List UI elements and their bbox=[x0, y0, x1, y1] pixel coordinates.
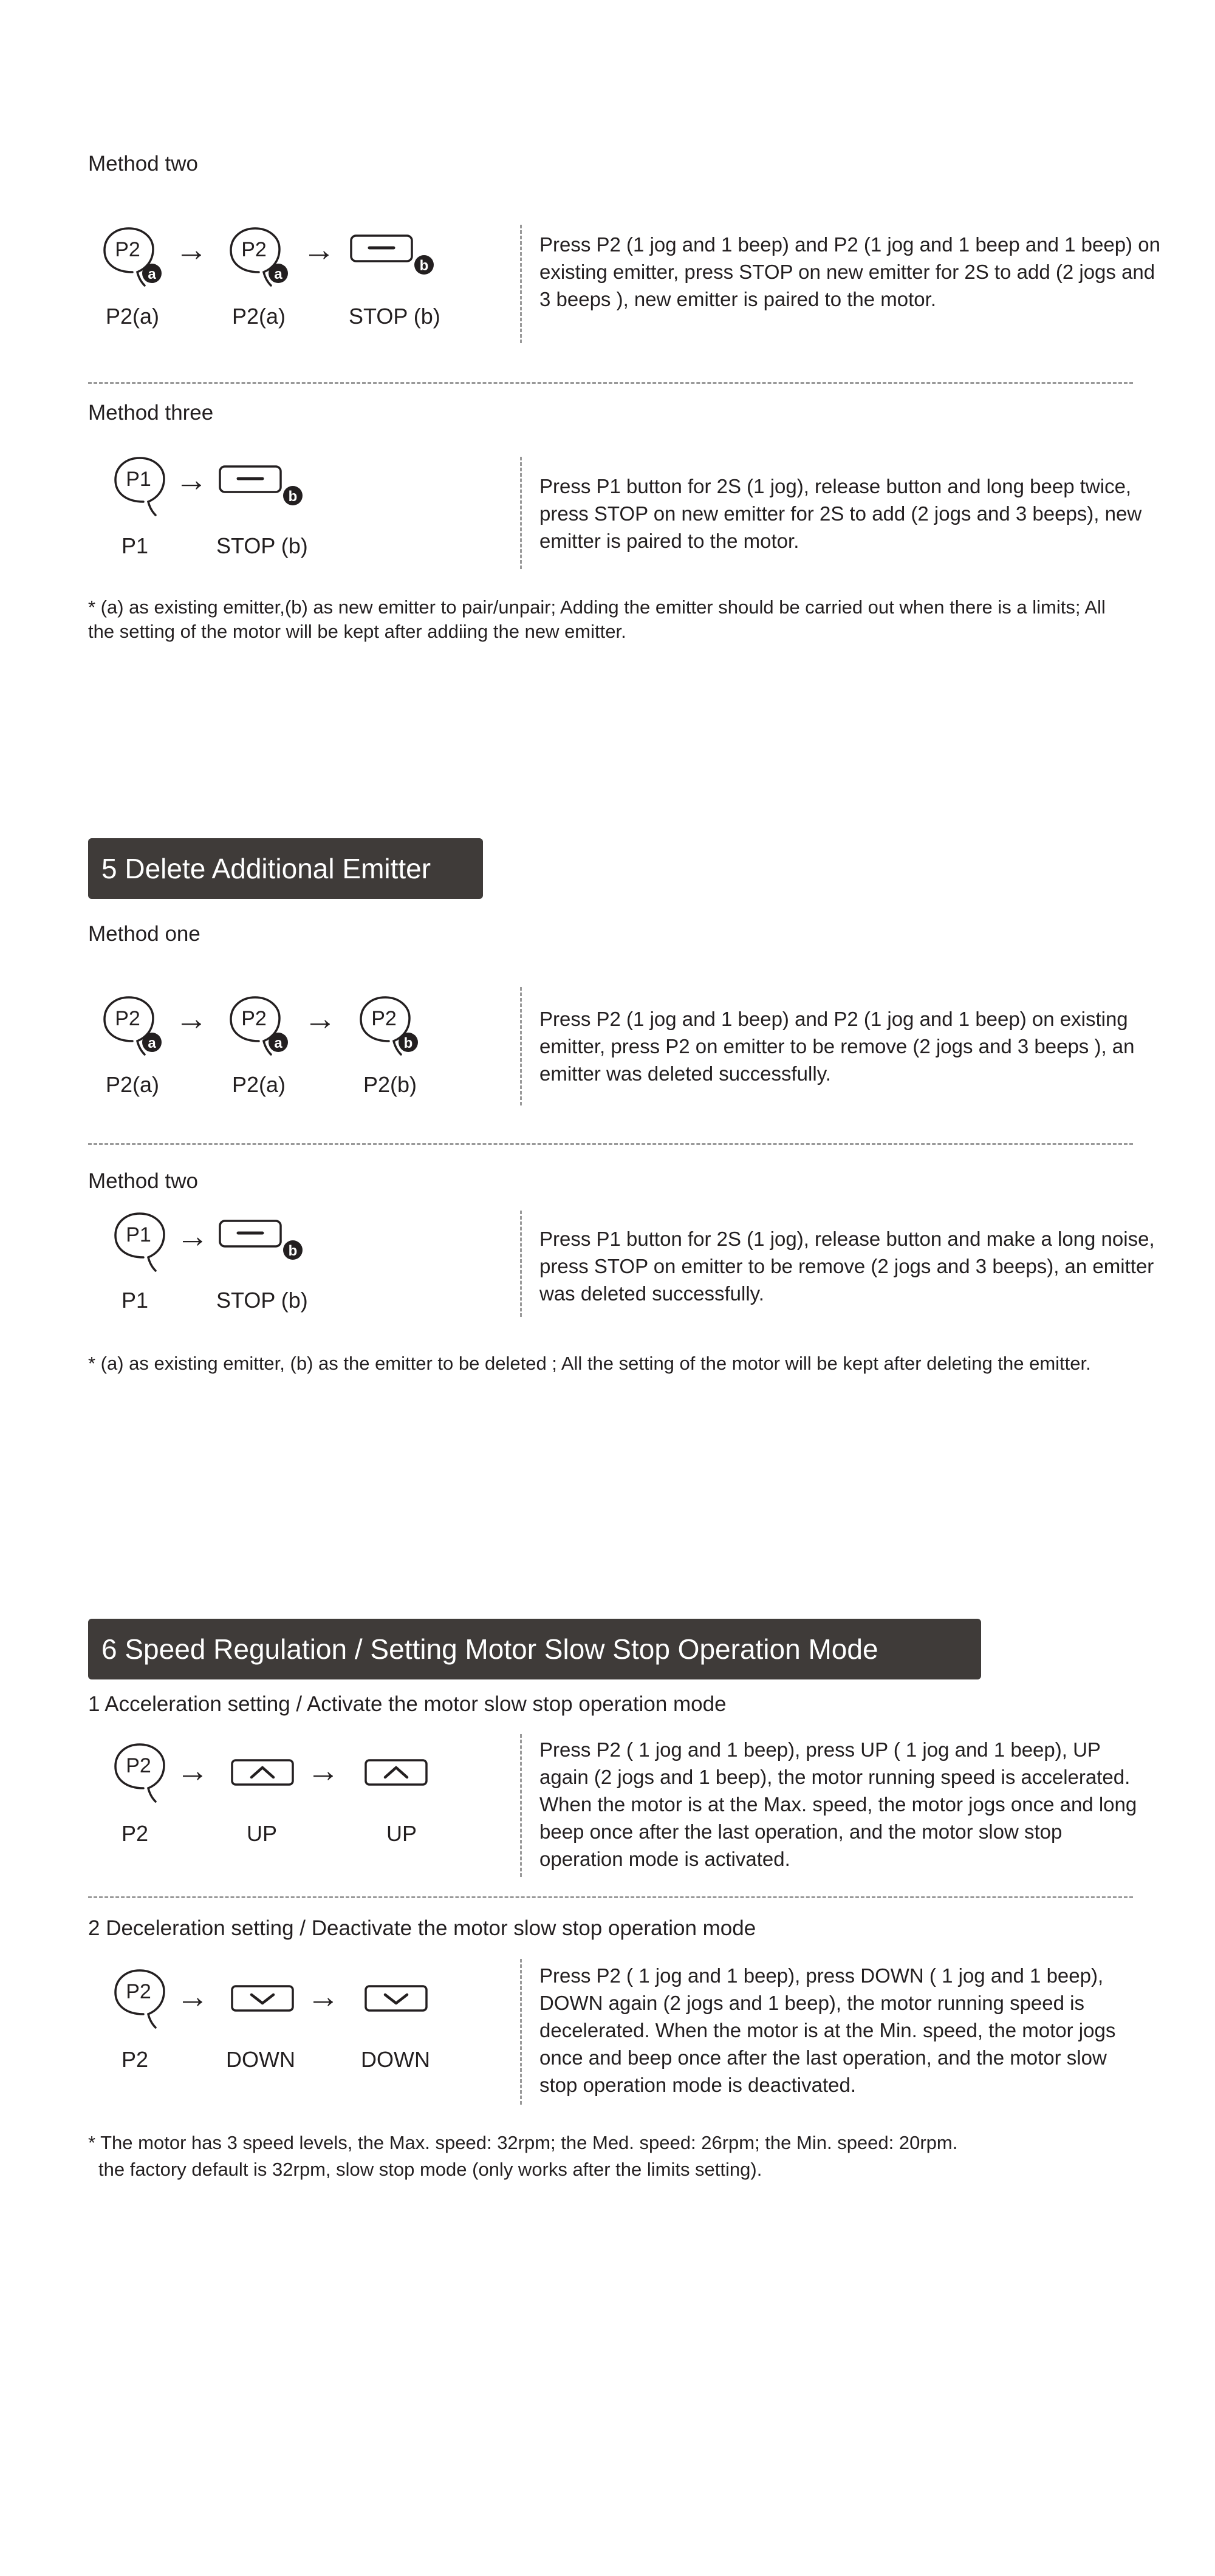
svg-text:a: a bbox=[148, 1035, 156, 1051]
footnote: * The motor has 3 speed levels, the Max. speed: 32rpm; the Med. speed: 26rpm; the Min. speed: 20rpm. bbox=[88, 2132, 958, 2153]
arrow-icon: → bbox=[176, 1218, 209, 1254]
horizontal-divider bbox=[88, 1896, 1133, 1898]
method-description: Press P2 ( 1 jog and 1 beep), press DOWN ( 1 jog and 1 beep), DOWN again (2 jogs and 1 beep), the motor running speed is decelerated. When the motor is at the Min. speed, the motor jogs once and beep once after the last operation, and the motor slow stop operation mode is deactivated. bbox=[539, 1964, 1116, 2096]
footnote: * (a) as existing emitter,(b) as new emitter to pair/unpair; Adding the emitter should be carried out when there is a limits; All the setting of the motor will be kept after addiing the new emitter. bbox=[88, 596, 1106, 642]
svg-text:P2: P2 bbox=[126, 1980, 151, 2003]
p2-button-icon bbox=[227, 995, 287, 1061]
method-two-title: Method two bbox=[88, 1169, 198, 1193]
p1-button-icon bbox=[112, 456, 171, 521]
svg-text:P2: P2 bbox=[371, 1007, 397, 1030]
down-button-icon bbox=[364, 1985, 429, 2014]
vertical-divider bbox=[520, 1959, 522, 2105]
svg-text:a: a bbox=[148, 266, 156, 282]
p2-button-icon bbox=[101, 995, 160, 1061]
p2-button-icon bbox=[101, 226, 160, 292]
arrow-icon: → bbox=[303, 231, 335, 268]
stop-button-icon bbox=[219, 465, 310, 508]
vertical-divider bbox=[520, 457, 522, 569]
arrow-icon: → bbox=[307, 1978, 340, 2015]
svg-text:b: b bbox=[288, 488, 298, 505]
p2-button-icon bbox=[112, 1968, 171, 2034]
icon-label: STOP (b) bbox=[349, 304, 440, 329]
svg-text:P2: P2 bbox=[241, 238, 267, 261]
svg-text:a: a bbox=[274, 266, 282, 282]
vertical-divider bbox=[520, 225, 522, 343]
arrow-icon: → bbox=[307, 1752, 340, 1789]
vertical-divider bbox=[520, 987, 522, 1105]
icon-label: P1 bbox=[122, 533, 149, 558]
p1-button-icon bbox=[112, 1211, 171, 1277]
svg-text:P2: P2 bbox=[241, 1007, 267, 1030]
arrow-icon: → bbox=[175, 231, 208, 268]
svg-text:P1: P1 bbox=[126, 1223, 151, 1246]
svg-text:P1: P1 bbox=[126, 468, 151, 491]
icon-label: P1 bbox=[122, 1288, 149, 1313]
arrow-icon: → bbox=[176, 1752, 209, 1789]
svg-text:P2: P2 bbox=[115, 1007, 140, 1030]
icon-label: DOWN bbox=[361, 2047, 430, 2072]
icon-label: P2(a) bbox=[232, 304, 286, 329]
horizontal-divider bbox=[88, 382, 1133, 384]
arrow-icon: → bbox=[176, 1978, 209, 2015]
up-button-icon bbox=[231, 1759, 295, 1788]
svg-text:P2: P2 bbox=[115, 238, 140, 261]
footnote: * (a) as existing emitter, (b) as the emitter to be deleted ; All the setting of the motor will be kept after deleting the emitter. bbox=[88, 1353, 1091, 1374]
down-button-icon bbox=[231, 1985, 295, 2014]
section-header: 5 Delete Additional Emitter bbox=[88, 838, 483, 899]
method-description: Press P1 button for 2S (1 jog), release button and long beep twice, press STOP on new emitter for 2S to add (2 jogs and 3 beeps), new emitter is paired to the motor. bbox=[539, 475, 1142, 552]
icon-label: P2(a) bbox=[232, 1072, 286, 1097]
svg-text:b: b bbox=[419, 258, 429, 274]
icon-label: P2(b) bbox=[363, 1072, 417, 1097]
icon-label: UP bbox=[386, 1821, 417, 1846]
method-three-title: Method three bbox=[88, 401, 214, 425]
section-header: 6 Speed Regulation / Setting Motor Slow Stop Operation Mode bbox=[88, 1619, 981, 1679]
up-button-icon bbox=[364, 1759, 429, 1788]
subsection-title: 1 Acceleration setting / Activate the motor slow stop operation mode bbox=[88, 1692, 727, 1716]
icon-label: UP bbox=[247, 1821, 278, 1846]
icon-label: P2 bbox=[122, 1821, 149, 1846]
footnote: the factory default is 32rpm, slow stop mode (only works after the limits setting). bbox=[98, 2159, 762, 2180]
icon-label: DOWN bbox=[226, 2047, 295, 2072]
icon-label: P2(a) bbox=[106, 1072, 160, 1097]
p2-button-icon bbox=[357, 995, 417, 1061]
method-description: Press P2 (1 jog and 1 beep) and P2 (1 jog and 1 beep and 1 beep) on existing emitter, press STOP on new emitter for 2S to add (2 jogs and 3 beeps ), new emitter is paired to the motor. bbox=[539, 233, 1160, 310]
vertical-divider bbox=[520, 1211, 522, 1317]
svg-text:P2: P2 bbox=[126, 1754, 151, 1777]
vertical-divider bbox=[520, 1734, 522, 1877]
stop-button-icon bbox=[219, 1220, 310, 1262]
svg-text:b: b bbox=[288, 1243, 298, 1259]
method-description: Press P1 button for 2S (1 jog), release button and make a long noise, press STOP on emitter to be remove (2 jogs and 3 beeps), an emitter was deleted successfully. bbox=[539, 1228, 1155, 1305]
icon-label: STOP (b) bbox=[216, 1288, 308, 1313]
arrow-icon: → bbox=[175, 462, 208, 498]
icon-label: P2 bbox=[122, 2047, 149, 2072]
p2-button-icon bbox=[227, 226, 287, 292]
method-description: Press P2 ( 1 jog and 1 beep), press UP ( 1 jog and 1 beep), UP again (2 jogs and 1 beep), the motor running speed is accelerated. When the motor is at the Max. speed, the motor jogs once and long beep once after the last operation, and the motor slow stop operation mode is activated. bbox=[539, 1738, 1137, 1870]
icon-label: STOP (b) bbox=[216, 533, 308, 558]
stop-button-icon bbox=[350, 234, 441, 277]
svg-text:b: b bbox=[403, 1035, 413, 1051]
p2-button-icon bbox=[112, 1742, 171, 1808]
method-one-title: Method one bbox=[88, 922, 200, 946]
method-two-title: Method two bbox=[88, 152, 198, 176]
subsection-title: 2 Deceleration setting / Deactivate the motor slow stop operation mode bbox=[88, 1916, 756, 1940]
method-description: Press P2 (1 jog and 1 beep) and P2 (1 jog and 1 beep) on existing emitter, press P2 on emitter to be remove (2 jogs and 3 beeps ), an emitter was deleted successfully. bbox=[539, 1008, 1135, 1085]
icon-label: P2(a) bbox=[106, 304, 160, 329]
arrow-icon: → bbox=[304, 1000, 337, 1037]
svg-text:a: a bbox=[274, 1035, 282, 1051]
horizontal-divider bbox=[88, 1143, 1133, 1145]
arrow-icon: → bbox=[175, 1000, 208, 1037]
